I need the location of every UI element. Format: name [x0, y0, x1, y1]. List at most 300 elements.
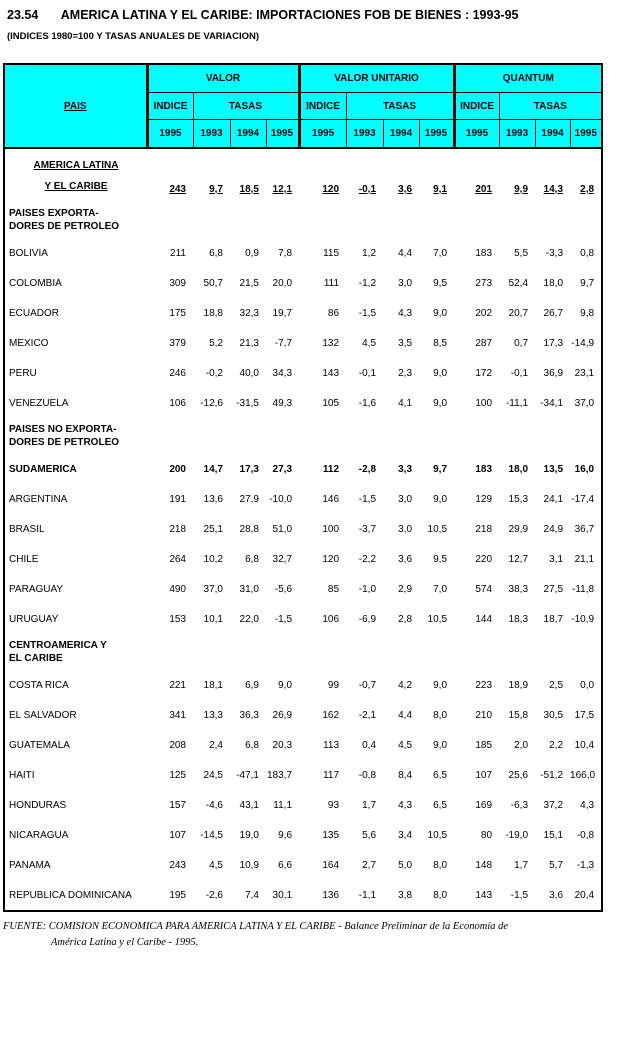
- year-header: 1994: [230, 120, 266, 149]
- value-cell: 24,9: [543, 523, 564, 535]
- imports-table: [3, 63, 603, 912]
- value-cell: -2,8: [358, 463, 377, 475]
- value-cell: 100: [475, 397, 493, 409]
- value-cell: -0,8: [358, 769, 377, 781]
- value-cell: 0,4: [362, 739, 377, 751]
- value-cell: 31,0: [239, 583, 259, 595]
- value-cell: [147, 634, 193, 670]
- value-cell: 125: [169, 769, 186, 781]
- value-cell: [454, 418, 499, 454]
- country-row: [4, 268, 602, 298]
- value-cell: 22,0: [239, 613, 259, 625]
- value-cell: [454, 202, 499, 238]
- value-cell: 9,9: [514, 184, 529, 195]
- country-row: [4, 604, 602, 634]
- row-label: CENTROAMERICA Y EL CARIBE: [9, 640, 107, 664]
- value-cell: -14,9: [571, 337, 595, 349]
- value-cell: 162: [322, 709, 340, 721]
- value-cell: 0,8: [580, 247, 595, 259]
- value-cell: [230, 418, 266, 454]
- value-cell: 9,0: [433, 307, 448, 319]
- row-label: EL SALVADOR: [9, 709, 77, 721]
- value-cell: [147, 418, 193, 454]
- value-cell: -0,1: [358, 367, 377, 379]
- value-cell: 26,9: [272, 709, 293, 721]
- value-cell: 113: [323, 739, 340, 751]
- value-cell: 27,3: [272, 463, 293, 475]
- value-cell: [193, 634, 230, 670]
- year-header: 1995: [570, 120, 602, 149]
- value-cell: -1,0: [358, 583, 377, 595]
- value-cell: 201: [475, 184, 493, 195]
- value-cell: 85: [327, 583, 340, 595]
- value-cell: 4,5: [398, 739, 413, 751]
- row-label: HONDURAS: [9, 799, 67, 811]
- value-cell: 8,0: [433, 709, 448, 721]
- country-row: [4, 790, 602, 820]
- row-label: PARAGUAY: [9, 583, 64, 595]
- tasas-header-quantum: TASAS: [499, 93, 602, 120]
- row-label: BOLIVIA: [9, 247, 48, 259]
- value-cell: 243: [169, 859, 186, 871]
- value-cell: 16,0: [574, 463, 595, 475]
- row-label: PERU: [9, 367, 37, 379]
- value-cell: 28,8: [239, 523, 259, 535]
- value-cell: 30,5: [543, 709, 564, 721]
- value-cell: [193, 202, 230, 238]
- value-cell: 379: [169, 337, 186, 349]
- group-header-quantum: QUANTUM: [454, 64, 602, 93]
- value-cell: -51,2: [540, 769, 564, 781]
- value-cell: 223: [475, 679, 493, 691]
- value-cell: 3,1: [549, 553, 564, 565]
- value-cell: 10,1: [203, 613, 223, 625]
- value-cell: 5,6: [362, 829, 377, 841]
- value-cell: -1,5: [510, 889, 529, 901]
- group-header-valor-unitario: VALOR UNITARIO: [299, 64, 454, 93]
- value-cell: 27,5: [543, 583, 564, 595]
- year-header: 1994: [383, 120, 419, 149]
- value-cell: -10,0: [269, 493, 293, 505]
- section-row: [4, 202, 602, 238]
- value-cell: 175: [169, 307, 186, 319]
- value-cell: 9,0: [433, 367, 448, 379]
- value-cell: 29,9: [508, 523, 529, 535]
- value-cell: 9,7: [433, 463, 448, 475]
- value-cell: 36,9: [543, 367, 564, 379]
- value-cell: 15,8: [508, 709, 529, 721]
- total-row: [4, 148, 602, 202]
- value-cell: 7,8: [278, 247, 293, 259]
- year-header: 1995: [266, 120, 299, 149]
- value-cell: 51,0: [272, 523, 293, 535]
- row-label: NICARAGUA: [9, 829, 69, 841]
- value-cell: 120: [322, 553, 340, 565]
- value-cell: 38,3: [508, 583, 529, 595]
- subtotal-row: [4, 454, 602, 484]
- value-cell: [535, 202, 570, 238]
- value-cell: 26,7: [543, 307, 564, 319]
- value-cell: [230, 202, 266, 238]
- value-cell: 4,2: [398, 679, 413, 691]
- row-label: MEXICO: [9, 337, 49, 349]
- value-cell: -31,5: [236, 397, 259, 409]
- value-cell: 9,0: [433, 679, 448, 691]
- value-cell: 23,1: [574, 367, 595, 379]
- value-cell: -0,1: [358, 184, 377, 195]
- value-cell: 1,7: [362, 799, 377, 811]
- value-cell: 25,6: [508, 769, 529, 781]
- value-cell: [383, 634, 419, 670]
- value-cell: 12,1: [272, 184, 293, 195]
- value-cell: [454, 634, 499, 670]
- value-cell: 9,7: [209, 184, 223, 195]
- value-cell: -2,6: [205, 889, 223, 901]
- value-cell: 9,8: [580, 307, 595, 319]
- value-cell: 24,1: [543, 493, 564, 505]
- value-cell: 169: [475, 799, 493, 811]
- value-cell: 6,8: [245, 739, 259, 751]
- country-row: [4, 880, 602, 911]
- value-cell: 17,5: [574, 709, 595, 721]
- country-row: [4, 730, 602, 760]
- value-cell: 43,1: [239, 799, 259, 811]
- value-cell: 143: [322, 367, 340, 379]
- value-cell: [147, 202, 193, 238]
- value-cell: -5,6: [274, 583, 293, 595]
- value-cell: 574: [475, 583, 493, 595]
- value-cell: 153: [169, 613, 186, 625]
- value-cell: 221: [169, 679, 186, 691]
- value-cell: 143: [475, 889, 493, 901]
- value-cell: 3,6: [398, 553, 413, 565]
- value-cell: 18,5: [239, 184, 259, 195]
- country-row: [4, 700, 602, 730]
- group-header-valor: VALOR: [147, 64, 299, 93]
- value-cell: 5,5: [514, 247, 529, 259]
- row-label: REPUBLICA DOMINICANA: [9, 889, 132, 901]
- value-cell: 309: [169, 277, 186, 289]
- value-cell: 17,3: [543, 337, 564, 349]
- value-cell: 12,7: [508, 553, 529, 565]
- value-cell: 183: [475, 463, 493, 475]
- value-cell: 3,6: [549, 889, 564, 901]
- value-cell: 5,0: [398, 859, 413, 871]
- value-cell: 7,0: [433, 583, 448, 595]
- value-cell: [419, 634, 454, 670]
- indice-header-valor-unitario: INDICE: [299, 93, 346, 120]
- value-cell: [570, 202, 602, 238]
- value-cell: 18,0: [543, 277, 564, 289]
- country-row: [4, 388, 602, 418]
- value-cell: -1,6: [358, 397, 377, 409]
- value-cell: 264: [169, 553, 186, 565]
- value-cell: 166,0: [570, 769, 596, 781]
- value-cell: -1,1: [358, 889, 377, 901]
- value-cell: 2,5: [549, 679, 564, 691]
- value-cell: 157: [169, 799, 186, 811]
- value-cell: 9,7: [580, 277, 595, 289]
- row-label: ARGENTINA: [9, 493, 68, 505]
- value-cell: 18,9: [508, 679, 529, 691]
- row-label: GUATEMALA: [9, 739, 70, 751]
- value-cell: [499, 634, 535, 670]
- value-cell: 86: [327, 307, 340, 319]
- country-row: [4, 298, 602, 328]
- value-cell: -0,7: [358, 679, 377, 691]
- row-label: PAISES EXPORTA- DORES DE PETROLEO: [9, 208, 120, 232]
- row-label: BRASIL: [9, 523, 45, 535]
- value-cell: [570, 634, 602, 670]
- row-label: URUGUAY: [9, 613, 59, 625]
- value-cell: 3,8: [398, 889, 413, 901]
- value-cell: 19,0: [239, 829, 259, 841]
- row-label: ECUADOR: [9, 307, 60, 319]
- value-cell: -1,3: [576, 859, 595, 871]
- value-cell: 9,0: [433, 397, 448, 409]
- tasas-header-valor-unitario: TASAS: [346, 93, 454, 120]
- value-cell: -1,5: [358, 307, 377, 319]
- value-cell: 3,6: [398, 184, 413, 195]
- value-cell: 132: [322, 337, 340, 349]
- row-label: AMERICA LATINA Y EL CARIBE: [33, 159, 119, 192]
- value-cell: 36,3: [239, 709, 259, 721]
- value-cell: [266, 418, 299, 454]
- value-cell: 2,8: [398, 613, 413, 625]
- value-cell: 37,0: [203, 583, 223, 595]
- value-cell: [535, 634, 570, 670]
- value-cell: -17,4: [571, 493, 595, 505]
- table-body: [4, 148, 602, 911]
- value-cell: 10,9: [239, 859, 259, 871]
- value-cell: [383, 418, 419, 454]
- value-cell: 107: [169, 829, 186, 841]
- value-cell: 3,4: [398, 829, 413, 841]
- value-cell: [346, 202, 383, 238]
- value-cell: 37,2: [543, 799, 564, 811]
- value-cell: -6,9: [358, 613, 377, 625]
- value-cell: 172: [475, 367, 493, 379]
- value-cell: 9,0: [433, 493, 448, 505]
- value-cell: 6,6: [278, 859, 293, 871]
- value-cell: -6,3: [510, 799, 529, 811]
- section-row: [4, 418, 602, 454]
- value-cell: 20,7: [508, 307, 529, 319]
- value-cell: 18,3: [508, 613, 529, 625]
- value-cell: 106: [169, 397, 186, 409]
- value-cell: 220: [475, 553, 493, 565]
- value-cell: 246: [169, 367, 186, 379]
- value-cell: 3,3: [398, 463, 413, 475]
- country-row: [4, 670, 602, 700]
- table-number: 23.54: [7, 8, 39, 22]
- row-label: HAITI: [9, 769, 35, 781]
- source-line-2: América Latina y el Caribe - 1995.: [51, 937, 199, 948]
- country-row: [4, 544, 602, 574]
- value-cell: 11,1: [273, 799, 293, 811]
- value-cell: 8,0: [433, 889, 448, 901]
- value-cell: 17,3: [239, 463, 259, 475]
- value-cell: 5,2: [209, 337, 223, 349]
- value-cell: 10,5: [427, 829, 448, 841]
- value-cell: -4,6: [205, 799, 223, 811]
- value-cell: 164: [322, 859, 340, 871]
- value-cell: 19,7: [272, 307, 293, 319]
- section-row: [4, 634, 602, 670]
- tasas-header-valor: TASAS: [193, 93, 299, 120]
- value-cell: 183: [475, 247, 493, 259]
- value-cell: 3,0: [398, 277, 413, 289]
- value-cell: 13,3: [203, 709, 223, 721]
- source-note: [3, 919, 636, 951]
- value-cell: 0,9: [245, 247, 259, 259]
- value-cell: 115: [323, 247, 340, 259]
- value-cell: 4,3: [398, 799, 413, 811]
- year-header: 1993: [499, 120, 535, 149]
- value-cell: 20,4: [574, 889, 595, 901]
- country-row: [4, 760, 602, 790]
- value-cell: 2,9: [398, 583, 413, 595]
- value-cell: [570, 418, 602, 454]
- value-cell: 185: [475, 739, 493, 751]
- value-cell: 200: [169, 463, 186, 475]
- value-cell: 80: [480, 829, 493, 841]
- value-cell: 120: [322, 184, 340, 195]
- value-cell: 21,5: [239, 277, 259, 289]
- value-cell: 34,3: [272, 367, 293, 379]
- value-cell: -10,9: [571, 613, 595, 625]
- value-cell: -3,3: [545, 247, 564, 259]
- row-label: COSTA RICA: [9, 679, 69, 691]
- row-label: SUDAMERICA: [9, 463, 77, 475]
- value-cell: 341: [169, 709, 186, 721]
- value-cell: -1,2: [358, 277, 377, 289]
- value-cell: 10,2: [203, 553, 223, 565]
- value-cell: 36,7: [574, 523, 595, 535]
- value-cell: 14,3: [543, 184, 564, 195]
- value-cell: [499, 202, 535, 238]
- value-cell: 117: [323, 769, 340, 781]
- value-cell: [193, 418, 230, 454]
- value-cell: 287: [475, 337, 493, 349]
- value-cell: 208: [169, 739, 186, 751]
- value-cell: [299, 634, 346, 670]
- indice-header-quantum: INDICE: [454, 93, 499, 120]
- value-cell: -1,5: [358, 493, 377, 505]
- value-cell: 9,5: [433, 553, 448, 565]
- value-cell: 9,0: [278, 679, 293, 691]
- value-cell: -1,5: [274, 613, 293, 625]
- row-label: VENEZUELA: [9, 397, 69, 409]
- value-cell: 20,3: [272, 739, 293, 751]
- value-cell: -2,1: [358, 709, 377, 721]
- value-cell: [346, 418, 383, 454]
- value-cell: [299, 202, 346, 238]
- value-cell: 24,5: [203, 769, 223, 781]
- value-cell: 99: [327, 679, 340, 691]
- value-cell: 183,7: [266, 769, 293, 781]
- year-header: 1993: [346, 120, 383, 149]
- value-cell: 490: [169, 583, 186, 595]
- value-cell: 10,5: [427, 613, 448, 625]
- value-cell: 27,9: [239, 493, 259, 505]
- value-cell: 14,7: [203, 463, 223, 475]
- value-cell: 144: [475, 613, 493, 625]
- value-cell: 8,5: [433, 337, 448, 349]
- value-cell: 2,3: [398, 367, 413, 379]
- value-cell: 13,5: [543, 463, 564, 475]
- value-cell: 100: [322, 523, 340, 535]
- year-header: 1993: [193, 120, 230, 149]
- row-label: CHILE: [9, 553, 39, 565]
- value-cell: 10,4: [574, 739, 595, 751]
- value-cell: 1,7: [514, 859, 529, 871]
- value-cell: 30,1: [272, 889, 293, 901]
- value-cell: 4,3: [580, 799, 595, 811]
- value-cell: 10,5: [427, 523, 448, 535]
- row-label: PANAMA: [9, 859, 51, 871]
- value-cell: -0,1: [510, 367, 529, 379]
- year-header: 1995: [454, 120, 499, 149]
- value-cell: -11,8: [572, 583, 595, 595]
- value-cell: -12,6: [200, 397, 223, 409]
- value-cell: [346, 634, 383, 670]
- country-row: [4, 820, 602, 850]
- value-cell: 93: [327, 799, 340, 811]
- row-label: PAISES NO EXPORTA- DORES DE PETROLEO: [9, 424, 120, 448]
- value-cell: 2,4: [209, 739, 223, 751]
- value-cell: 135: [322, 829, 340, 841]
- value-cell: 2,7: [362, 859, 377, 871]
- year-header: 1995: [299, 120, 346, 149]
- value-cell: -0,2: [205, 367, 223, 379]
- value-cell: -47,1: [236, 769, 259, 781]
- row-label: COLOMBIA: [9, 277, 62, 289]
- value-cell: 37,0: [574, 397, 595, 409]
- value-cell: 218: [169, 523, 186, 535]
- value-cell: 32,3: [239, 307, 259, 319]
- value-cell: -0,8: [576, 829, 595, 841]
- value-cell: 4,3: [398, 307, 413, 319]
- value-cell: 2,2: [549, 739, 564, 751]
- value-cell: 202: [475, 307, 493, 319]
- value-cell: 5,7: [549, 859, 564, 871]
- year-header: 1995: [419, 120, 454, 149]
- value-cell: 6,9: [245, 679, 259, 691]
- value-cell: [499, 418, 535, 454]
- value-cell: -11,1: [505, 397, 529, 409]
- value-cell: 273: [475, 277, 493, 289]
- value-cell: [299, 418, 346, 454]
- source-line-1: FUENTE: COMISION ECONOMICA PARA AMERICA LATINA Y EL CARIBE - Balance Preliminar de la Economía de: [3, 921, 509, 932]
- value-cell: 112: [322, 463, 340, 475]
- value-cell: 49,3: [272, 397, 293, 409]
- value-cell: 106: [322, 613, 340, 625]
- value-cell: 111: [323, 277, 340, 289]
- year-header: 1994: [535, 120, 570, 149]
- value-cell: 146: [322, 493, 340, 505]
- value-cell: -7,7: [274, 337, 293, 349]
- value-cell: 211: [170, 247, 186, 259]
- table-header: [4, 64, 602, 148]
- value-cell: 3,0: [398, 493, 413, 505]
- value-cell: 0,7: [514, 337, 529, 349]
- value-cell: -3,7: [358, 523, 377, 535]
- value-cell: 3,5: [398, 337, 413, 349]
- value-cell: 9,6: [278, 829, 293, 841]
- value-cell: [419, 202, 454, 238]
- value-cell: 218: [475, 523, 493, 535]
